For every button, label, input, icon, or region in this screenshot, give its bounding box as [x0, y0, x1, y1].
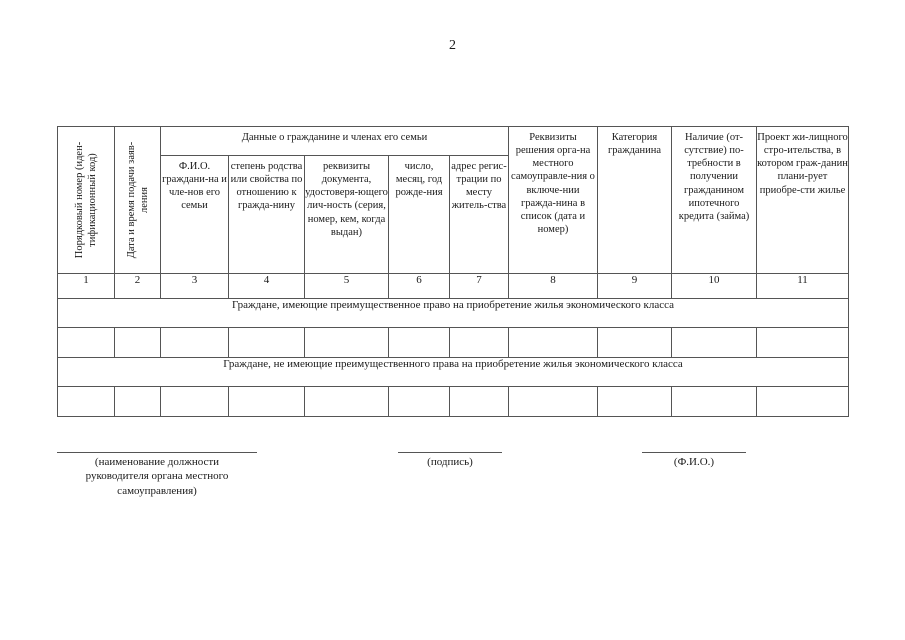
signature-caption: (подпись)	[427, 456, 473, 468]
empty-cell[interactable]	[450, 387, 509, 417]
empty-cell[interactable]	[509, 328, 598, 358]
column-number: 5	[305, 274, 389, 299]
empty-cell[interactable]	[115, 387, 161, 417]
subheader-id-document: реквизиты документа, удостоверя-ющего лич-ность (серия, номер, кем, когда выдан)	[305, 156, 389, 274]
subheader-relationship: степень родства или свойства по отношению к гражда-нину	[229, 156, 305, 274]
empty-cell[interactable]	[672, 328, 757, 358]
empty-cell[interactable]	[598, 328, 672, 358]
empty-cell[interactable]	[58, 328, 115, 358]
section-row-non-priority	[58, 358, 849, 387]
column-number: 8	[509, 274, 598, 299]
position-signature-block	[57, 452, 257, 498]
empty-cell[interactable]	[161, 387, 229, 417]
position-caption: (наименование должности руководителя органа местного самоуправления)	[85, 456, 229, 497]
header-row	[58, 127, 849, 156]
column-number: 6	[389, 274, 450, 299]
header-citizen-data: Данные о гражданине и членах его семьи	[161, 127, 509, 156]
subheader-registration-address: адрес регис-трации по месту житель-ства	[450, 156, 509, 274]
column-number: 9	[598, 274, 672, 299]
subheader-full-name: Ф.И.О. граждани-на и чле-нов его семьи	[161, 156, 229, 274]
empty-cell[interactable]	[757, 328, 849, 358]
header-application-date: Дата и время подачи заяв-ления	[125, 141, 150, 259]
column-number: 10	[672, 274, 757, 299]
header-cell-1	[58, 127, 115, 274]
empty-data-row	[58, 328, 849, 358]
empty-cell[interactable]	[509, 387, 598, 417]
column-number: 7	[450, 274, 509, 299]
empty-cell[interactable]	[115, 328, 161, 358]
empty-cell[interactable]	[229, 328, 305, 358]
subheader-birth-date: число, месяц, год рожде-ния	[389, 156, 450, 274]
column-number: 4	[229, 274, 305, 299]
column-number-row	[58, 274, 849, 299]
header-sequence-number: Порядковый номер (иден-тификационный код)	[73, 141, 98, 259]
column-number: 11	[757, 274, 849, 299]
register-table	[57, 126, 849, 417]
header-housing-project: Проект жи-лищного стро-ительства, в котором граж-данин плани-рует приобре-сти жилье	[757, 127, 849, 274]
column-number: 2	[115, 274, 161, 299]
full-name-caption: (Ф.И.О.)	[673, 456, 715, 468]
section-title-priority: Граждане, имеющие преимущественное право на приобретение жилья экономического класса	[58, 299, 849, 328]
full-name-block	[642, 452, 746, 469]
header-cell-2	[115, 127, 161, 274]
empty-data-row	[58, 387, 849, 417]
empty-cell[interactable]	[450, 328, 509, 358]
empty-cell[interactable]	[757, 387, 849, 417]
empty-cell[interactable]	[161, 328, 229, 358]
column-number: 1	[58, 274, 115, 299]
header-citizen-category: Категория гражданина	[598, 127, 672, 274]
empty-cell[interactable]	[58, 387, 115, 417]
header-decision-details: Реквизиты решения орга-на местного самоуправле-ния о включе-нии гражда-нина в список (дата и номер)	[509, 127, 598, 274]
page-number: 2	[449, 38, 456, 53]
empty-cell[interactable]	[598, 387, 672, 417]
empty-cell[interactable]	[672, 387, 757, 417]
column-number: 3	[161, 274, 229, 299]
empty-cell[interactable]	[389, 387, 450, 417]
section-row-priority	[58, 299, 849, 328]
empty-cell[interactable]	[305, 387, 389, 417]
empty-cell[interactable]	[389, 328, 450, 358]
empty-cell[interactable]	[305, 328, 389, 358]
header-mortgage-need: Наличие (от-сутствие) по-требности в получении гражданином ипотечного кредита (займа)	[672, 127, 757, 274]
section-title-non-priority: Граждане, не имеющие преимущественного права на приобретение жилья экономического класса	[58, 358, 849, 387]
empty-cell[interactable]	[229, 387, 305, 417]
signature-block	[398, 452, 502, 469]
